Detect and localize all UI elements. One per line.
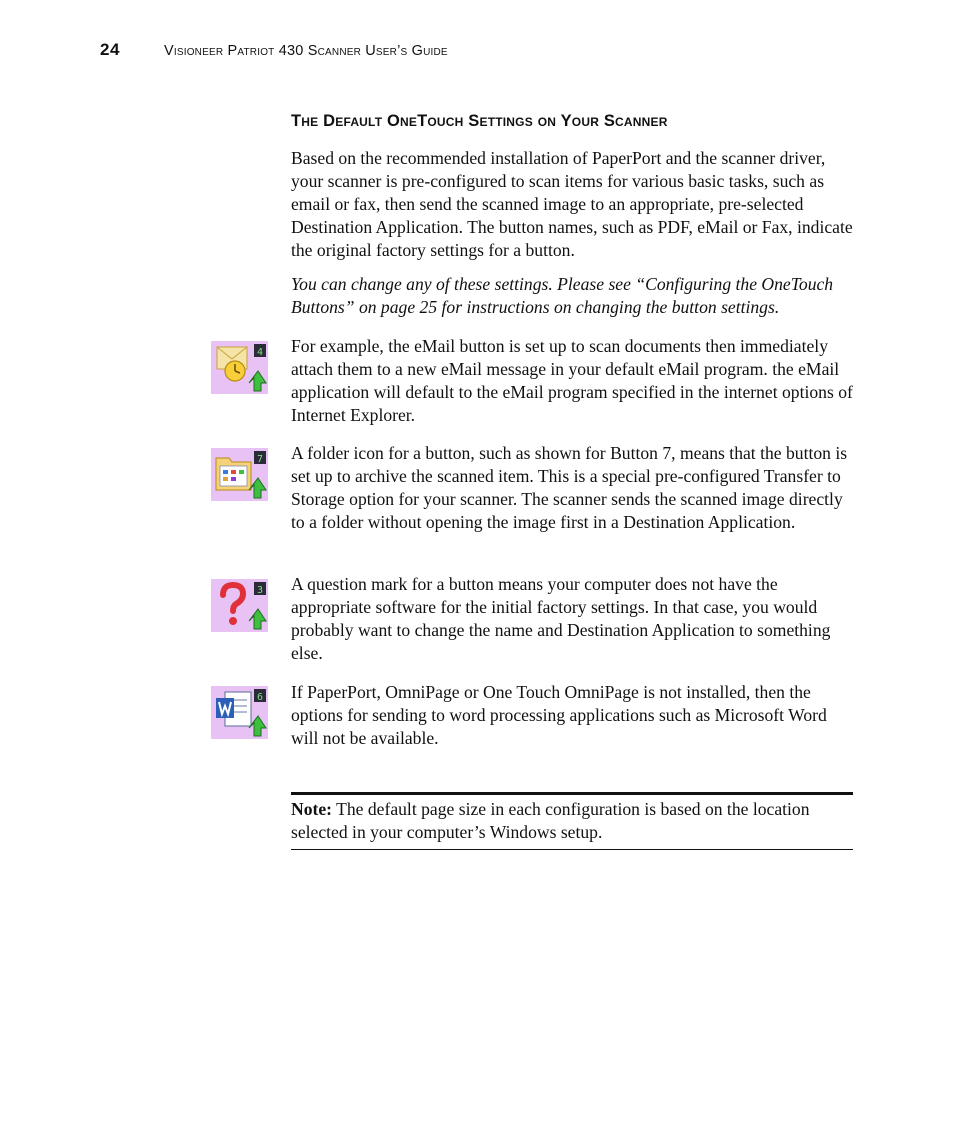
question-button-number: 3 bbox=[256, 585, 264, 596]
page-number: 24 bbox=[100, 40, 120, 59]
question-button-icon bbox=[211, 579, 268, 632]
email-button-number: 4 bbox=[256, 347, 264, 358]
word-button-number: 6 bbox=[256, 692, 264, 703]
word-button-icon bbox=[211, 686, 268, 739]
section-title: The Default OneTouch Settings on Your Scanner bbox=[291, 112, 668, 130]
note-label: Note: bbox=[291, 799, 333, 819]
folder-button-icon bbox=[211, 448, 268, 501]
folder-button-number: 7 bbox=[256, 454, 264, 465]
folder-example-paragraph: A folder icon for a button, such as shown for Button 7, means that the button is set up to archive the scanned item. This is a special pre-configured Transfer to Storage option for your scanner. The scanner sends the scanned image directly to a folder without opening the image first in a Destination Application. bbox=[291, 443, 848, 532]
note-text: The default page size in each configuration is based on the location selected in your computer’s Windows setup. bbox=[291, 799, 810, 842]
running-title: Visioneer Patriot 430 Scanner User’s Guide bbox=[164, 43, 448, 59]
question-example-paragraph: A question mark for a button means your computer does not have the appropriate software for the initial factory settings. In that case, you would probably want to change the name and Destination Application to something else. bbox=[291, 574, 831, 663]
note-bottom-rule bbox=[291, 849, 853, 850]
change-settings-note: You can change any of these settings. Please see “Configuring the OneTouch Buttons” on page 25 for instructions on changing the button settings. bbox=[291, 274, 834, 317]
email-example-paragraph: For example, the eMail button is set up to scan documents then immediately attach them to a new eMail message in your default eMail program. the eMail application will default to the eMail program specified in the internet options of Internet Explorer. bbox=[291, 336, 853, 425]
note-box bbox=[291, 798, 853, 844]
word-example-paragraph: If PaperPort, OmniPage or One Touch OmniPage is not installed, then the options for sending to word processing applications such as Microsoft Word will not be available. bbox=[291, 682, 827, 748]
note-top-rule bbox=[291, 792, 853, 795]
intro-paragraph: Based on the recommended installation of PaperPort and the scanner driver, your scanner is pre-configured to scan items for various basic tasks, such as email or fax, then send the scanned image to an appropriate, pre-selected Destination Application. The button names, such as PDF, eMail or Fax, indicate the original factory settings for a button. bbox=[291, 148, 853, 260]
email-button-icon bbox=[211, 341, 268, 394]
